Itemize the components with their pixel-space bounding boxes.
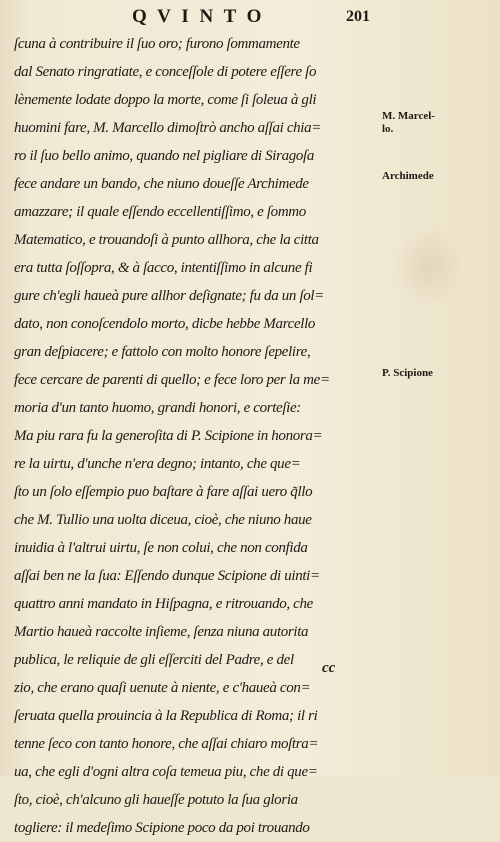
text-line: ſto, cioè, ch'alcuno gli haueſſe potuto la ſua gloria [14,792,298,808]
text-line: zio, che erano quaſi uenute à niente, e c'haueà con= [14,680,311,696]
text-line: Ma piu rara fu la generoſita di P. Scipione in honora= [14,428,323,444]
text-line: ſeruata quella prouincia à la Republica di Roma; il ri [14,708,318,724]
text-line: Matematico, e trouandoſi à punto allhora, che la citta [14,232,319,248]
text-line: publica, le reliquie de gli eſſerciti del Padre, e del [14,652,294,668]
body-text [14,30,380,842]
text-line: ro il ſuo bello animo, quando nel pigliare di Siragoſa [14,148,314,164]
text-line: moria d'un tanto huomo, grandi honori, e corteſie: [14,400,301,416]
catchword: cc [322,660,336,676]
margin-note-scipione: P. Scipione [382,367,433,379]
page-number: 201 [346,8,370,25]
text-line: dato, non conoſcendolo morto, dicbe hebbe Marcello [14,316,316,332]
text-line: fece andare un bando, che niuno doueſſe Archimede [14,176,309,192]
margin-notes [382,0,500,776]
margin-note-archimede: Archimede [382,170,434,182]
text-line: fece cercare de parenti di quello; e fece loro per la me= [14,372,330,388]
margin-note-marcello-cont: lo. [382,123,394,135]
text-line: huomini fare, M. Marcello dimoſtrò ancho aſſai chia= [14,120,322,136]
text-line: gran deſpiacere; e fattolo con molto honore ſepelire, [14,344,311,360]
text-line: tenne ſeco con tanto honore, che aſſai chiaro moſtra= [14,736,319,752]
text-line: ſcuna à contribuire il ſuo oro; furono ſommamente [14,36,300,52]
text-line: togliere: il medeſimo Scipione poco da poi trouando [14,820,310,836]
text-line: dal Senato ringratiate, e conceſſole di potere eſſere ſo [14,64,317,80]
text-line: aſſai ben ne la ſua: Eſſendo dunque Scipione di uinti= [14,568,320,584]
text-line: ua, che egli d'ogni altra coſa temeua piu, che di que= [14,764,318,780]
text-line: inuidia à l'altrui uirtu, ſe non colui, che non confida [14,540,308,556]
text-line: quattro anni mandato in Hiſpagna, e ritrouando, che [14,596,313,612]
text-line: gure ch'egli haueà pure allhor deſignate; fu da un ſol= [14,288,325,304]
margin-note-marcello: M. Marcel- [382,110,435,122]
text-line: Martio haueà raccolte inſieme, ſenza niuna autorita [14,624,309,640]
text-line: re la uirtu, d'unche n'era degno; intanto, che que= [14,456,301,472]
text-line: lènemente lodate doppo la morte, come ſi ſoleua à gli [14,92,317,108]
text-line: che M. Tullio una uolta diceua, cioè, che niuno haue [14,512,312,528]
text-line: era tutta ſoſſopra, & à ſacco, intentiſſimo in alcune fi [14,260,313,276]
running-head-title: Q V I N T O [132,6,265,27]
text-line: ſto un ſolo eſſempio puo baſtare à fare aſſai uero q̃llo [14,484,313,500]
text-line: amazzare; il quale eſſendo eccellentiſſimo, e ſommo [14,204,306,220]
